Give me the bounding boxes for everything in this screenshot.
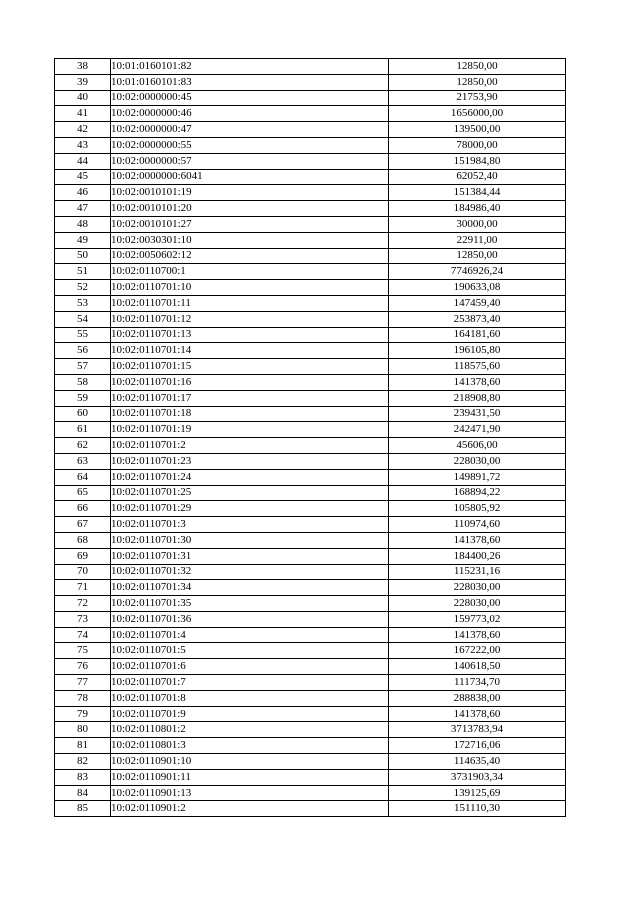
cadastral-number-cell: 10:02:0110701:9 bbox=[111, 706, 389, 722]
value-cell: 22911,00 bbox=[389, 232, 566, 248]
value-cell: 228030,00 bbox=[389, 580, 566, 596]
cadastral-number-cell: 10:02:0110901:11 bbox=[111, 769, 389, 785]
table-row bbox=[55, 106, 566, 122]
cadastral-number-cell: 10:02:0110701:35 bbox=[111, 596, 389, 612]
value-cell: 151984,80 bbox=[389, 153, 566, 169]
cadastral-number-cell: 10:02:0110701:3 bbox=[111, 517, 389, 533]
value-cell: 172716,06 bbox=[389, 738, 566, 754]
cadastral-number-cell: 10:02:0110901:13 bbox=[111, 785, 389, 801]
cadastral-number-cell: 10:02:0000000:57 bbox=[111, 153, 389, 169]
row-number-cell: 84 bbox=[55, 785, 111, 801]
row-number-cell: 61 bbox=[55, 422, 111, 438]
value-cell: 3731903,34 bbox=[389, 769, 566, 785]
cadastral-number-cell: 10:02:0110701:34 bbox=[111, 580, 389, 596]
value-cell: 190633,08 bbox=[389, 280, 566, 296]
cadastral-number-cell: 10:02:0000000:6041 bbox=[111, 169, 389, 185]
cadastral-number-cell: 10:02:0110701:11 bbox=[111, 295, 389, 311]
cadastral-number-cell: 10:02:0010101:20 bbox=[111, 201, 389, 217]
value-cell: 139500,00 bbox=[389, 122, 566, 138]
table-row bbox=[55, 580, 566, 596]
cadastral-number-cell: 10:02:0110701:36 bbox=[111, 611, 389, 627]
value-cell: 239431,50 bbox=[389, 406, 566, 422]
table-row bbox=[55, 90, 566, 106]
row-number-cell: 79 bbox=[55, 706, 111, 722]
cadastral-number-cell: 10:02:0110701:13 bbox=[111, 327, 389, 343]
value-cell: 151384,44 bbox=[389, 185, 566, 201]
cadastral-number-cell: 10:02:0110701:8 bbox=[111, 690, 389, 706]
table-row bbox=[55, 611, 566, 627]
value-cell: 78000,00 bbox=[389, 137, 566, 153]
table-row bbox=[55, 675, 566, 691]
cadastral-number-cell: 10:02:0000000:46 bbox=[111, 106, 389, 122]
cadastral-number-cell: 10:02:0110701:12 bbox=[111, 311, 389, 327]
cadastral-number-cell: 10:02:0110701:30 bbox=[111, 532, 389, 548]
value-cell: 168894,22 bbox=[389, 485, 566, 501]
row-number-cell: 53 bbox=[55, 295, 111, 311]
row-number-cell: 66 bbox=[55, 501, 111, 517]
table-row bbox=[55, 406, 566, 422]
cadastral-number-cell: 10:02:0110701:31 bbox=[111, 548, 389, 564]
table-row bbox=[55, 469, 566, 485]
row-number-cell: 51 bbox=[55, 264, 111, 280]
cadastral-number-cell: 10:02:0110901:10 bbox=[111, 754, 389, 770]
value-cell: 110974,60 bbox=[389, 517, 566, 533]
value-cell: 141378,60 bbox=[389, 532, 566, 548]
row-number-cell: 60 bbox=[55, 406, 111, 422]
value-cell: 21753,90 bbox=[389, 90, 566, 106]
row-number-cell: 49 bbox=[55, 232, 111, 248]
value-cell: 3713783,94 bbox=[389, 722, 566, 738]
table-row bbox=[55, 201, 566, 217]
value-cell: 114635,40 bbox=[389, 754, 566, 770]
cadastral-number-cell: 10:02:0110701:14 bbox=[111, 343, 389, 359]
cadastral-number-cell: 10:02:0110701:23 bbox=[111, 453, 389, 469]
table-row bbox=[55, 390, 566, 406]
row-number-cell: 41 bbox=[55, 106, 111, 122]
row-number-cell: 81 bbox=[55, 738, 111, 754]
table-row bbox=[55, 422, 566, 438]
cadastral-number-cell: 10:02:0110901:2 bbox=[111, 801, 389, 817]
table-row bbox=[55, 311, 566, 327]
row-number-cell: 68 bbox=[55, 532, 111, 548]
table-row bbox=[55, 548, 566, 564]
value-cell: 184400,26 bbox=[389, 548, 566, 564]
table-row bbox=[55, 801, 566, 817]
table-row bbox=[55, 785, 566, 801]
table-row bbox=[55, 327, 566, 343]
cadastral-number-cell: 10:02:0110701:24 bbox=[111, 469, 389, 485]
row-number-cell: 45 bbox=[55, 169, 111, 185]
row-number-cell: 55 bbox=[55, 327, 111, 343]
table-row bbox=[55, 122, 566, 138]
table-row bbox=[55, 453, 566, 469]
value-cell: 164181,60 bbox=[389, 327, 566, 343]
cadastral-number-cell: 10:01:0160101:82 bbox=[111, 59, 389, 75]
table-row bbox=[55, 359, 566, 375]
value-cell: 141378,60 bbox=[389, 374, 566, 390]
cadastral-number-cell: 10:02:0110701:18 bbox=[111, 406, 389, 422]
table-row bbox=[55, 627, 566, 643]
value-cell: 115231,16 bbox=[389, 564, 566, 580]
row-number-cell: 48 bbox=[55, 216, 111, 232]
value-cell: 242471,90 bbox=[389, 422, 566, 438]
table-row bbox=[55, 74, 566, 90]
cadastral-number-cell: 10:02:0110801:3 bbox=[111, 738, 389, 754]
row-number-cell: 54 bbox=[55, 311, 111, 327]
cadastral-number-cell: 10:02:0110701:16 bbox=[111, 374, 389, 390]
table-row bbox=[55, 264, 566, 280]
table-row bbox=[55, 232, 566, 248]
cadastral-number-cell: 10:02:0110701:6 bbox=[111, 659, 389, 675]
row-number-cell: 69 bbox=[55, 548, 111, 564]
cadastral-number-cell: 10:02:0110701:5 bbox=[111, 643, 389, 659]
value-cell: 118575,60 bbox=[389, 359, 566, 375]
value-cell: 7746926,24 bbox=[389, 264, 566, 280]
cadastral-number-cell: 10:02:0110701:2 bbox=[111, 438, 389, 454]
row-number-cell: 38 bbox=[55, 59, 111, 75]
row-number-cell: 78 bbox=[55, 690, 111, 706]
cadastral-number-cell: 10:02:0050602:12 bbox=[111, 248, 389, 264]
cadastral-number-cell: 10:02:0110701:25 bbox=[111, 485, 389, 501]
row-number-cell: 63 bbox=[55, 453, 111, 469]
value-cell: 45606,00 bbox=[389, 438, 566, 454]
value-cell: 1656000,00 bbox=[389, 106, 566, 122]
value-cell: 12850,00 bbox=[389, 59, 566, 75]
value-cell: 62052,40 bbox=[389, 169, 566, 185]
row-number-cell: 44 bbox=[55, 153, 111, 169]
table-row bbox=[55, 690, 566, 706]
table-row bbox=[55, 643, 566, 659]
table-row bbox=[55, 295, 566, 311]
row-number-cell: 47 bbox=[55, 201, 111, 217]
cadastral-number-cell: 10:02:0000000:55 bbox=[111, 137, 389, 153]
cadastral-number-cell: 10:02:0110801:2 bbox=[111, 722, 389, 738]
table-row bbox=[55, 185, 566, 201]
value-cell: 111734,70 bbox=[389, 675, 566, 691]
value-cell: 228030,00 bbox=[389, 596, 566, 612]
table-row bbox=[55, 438, 566, 454]
cadastral-number-cell: 10:02:0030301:10 bbox=[111, 232, 389, 248]
value-cell: 147459,40 bbox=[389, 295, 566, 311]
table-row bbox=[55, 248, 566, 264]
row-number-cell: 62 bbox=[55, 438, 111, 454]
row-number-cell: 82 bbox=[55, 754, 111, 770]
table-row bbox=[55, 754, 566, 770]
row-number-cell: 74 bbox=[55, 627, 111, 643]
value-cell: 140618,50 bbox=[389, 659, 566, 675]
row-number-cell: 70 bbox=[55, 564, 111, 580]
table-row bbox=[55, 343, 566, 359]
row-number-cell: 77 bbox=[55, 675, 111, 691]
row-number-cell: 71 bbox=[55, 580, 111, 596]
row-number-cell: 56 bbox=[55, 343, 111, 359]
table-row bbox=[55, 501, 566, 517]
value-cell: 167222,00 bbox=[389, 643, 566, 659]
value-cell: 253873,40 bbox=[389, 311, 566, 327]
row-number-cell: 65 bbox=[55, 485, 111, 501]
table-row bbox=[55, 517, 566, 533]
table-row bbox=[55, 532, 566, 548]
cadastral-number-cell: 10:02:0110701:7 bbox=[111, 675, 389, 691]
table-row bbox=[55, 59, 566, 75]
row-number-cell: 50 bbox=[55, 248, 111, 264]
cadastral-number-cell: 10:02:0110700:1 bbox=[111, 264, 389, 280]
value-cell: 141378,60 bbox=[389, 627, 566, 643]
table-row bbox=[55, 706, 566, 722]
row-number-cell: 76 bbox=[55, 659, 111, 675]
row-number-cell: 52 bbox=[55, 280, 111, 296]
row-number-cell: 73 bbox=[55, 611, 111, 627]
cadastral-number-cell: 10:02:0010101:19 bbox=[111, 185, 389, 201]
table-row bbox=[55, 280, 566, 296]
row-number-cell: 75 bbox=[55, 643, 111, 659]
cadastral-number-cell: 10:02:0000000:47 bbox=[111, 122, 389, 138]
row-number-cell: 67 bbox=[55, 517, 111, 533]
row-number-cell: 80 bbox=[55, 722, 111, 738]
cadastral-number-cell: 10:02:0110701:4 bbox=[111, 627, 389, 643]
cadastral-number-cell: 10:02:0110701:19 bbox=[111, 422, 389, 438]
table-row bbox=[55, 659, 566, 675]
value-cell: 30000,00 bbox=[389, 216, 566, 232]
value-cell: 141378,60 bbox=[389, 706, 566, 722]
cadastral-number-cell: 10:02:0110701:17 bbox=[111, 390, 389, 406]
row-number-cell: 46 bbox=[55, 185, 111, 201]
value-cell: 151110,30 bbox=[389, 801, 566, 817]
cadastral-number-cell: 10:02:0110701:29 bbox=[111, 501, 389, 517]
row-number-cell: 85 bbox=[55, 801, 111, 817]
cadastral-number-cell: 10:02:0110701:10 bbox=[111, 280, 389, 296]
table-row bbox=[55, 722, 566, 738]
cadastral-number-cell: 10:02:0110701:15 bbox=[111, 359, 389, 375]
value-cell: 139125,69 bbox=[389, 785, 566, 801]
row-number-cell: 43 bbox=[55, 137, 111, 153]
value-cell: 196105,80 bbox=[389, 343, 566, 359]
row-number-cell: 40 bbox=[55, 90, 111, 106]
row-number-cell: 59 bbox=[55, 390, 111, 406]
row-number-cell: 42 bbox=[55, 122, 111, 138]
table-row bbox=[55, 564, 566, 580]
value-cell: 288838,00 bbox=[389, 690, 566, 706]
value-cell: 149891,72 bbox=[389, 469, 566, 485]
table-row bbox=[55, 169, 566, 185]
table-row bbox=[55, 769, 566, 785]
value-cell: 12850,00 bbox=[389, 74, 566, 90]
cadastral-number-cell: 10:02:0110701:32 bbox=[111, 564, 389, 580]
row-number-cell: 57 bbox=[55, 359, 111, 375]
row-number-cell: 64 bbox=[55, 469, 111, 485]
table-row bbox=[55, 738, 566, 754]
value-cell: 228030,00 bbox=[389, 453, 566, 469]
row-number-cell: 58 bbox=[55, 374, 111, 390]
cadastral-number-cell: 10:01:0160101:83 bbox=[111, 74, 389, 90]
value-cell: 105805,92 bbox=[389, 501, 566, 517]
row-number-cell: 39 bbox=[55, 74, 111, 90]
cadastral-number-cell: 10:02:0000000:45 bbox=[111, 90, 389, 106]
table-row bbox=[55, 216, 566, 232]
table-row bbox=[55, 485, 566, 501]
table-row bbox=[55, 596, 566, 612]
cadastral-value-table bbox=[54, 58, 566, 817]
table-row bbox=[55, 137, 566, 153]
cadastral-number-cell: 10:02:0010101:27 bbox=[111, 216, 389, 232]
table-row bbox=[55, 153, 566, 169]
row-number-cell: 83 bbox=[55, 769, 111, 785]
value-cell: 184986,40 bbox=[389, 201, 566, 217]
row-number-cell: 72 bbox=[55, 596, 111, 612]
table-body bbox=[55, 59, 566, 817]
value-cell: 218908,80 bbox=[389, 390, 566, 406]
value-cell: 159773,02 bbox=[389, 611, 566, 627]
value-cell: 12850,00 bbox=[389, 248, 566, 264]
table-row bbox=[55, 374, 566, 390]
